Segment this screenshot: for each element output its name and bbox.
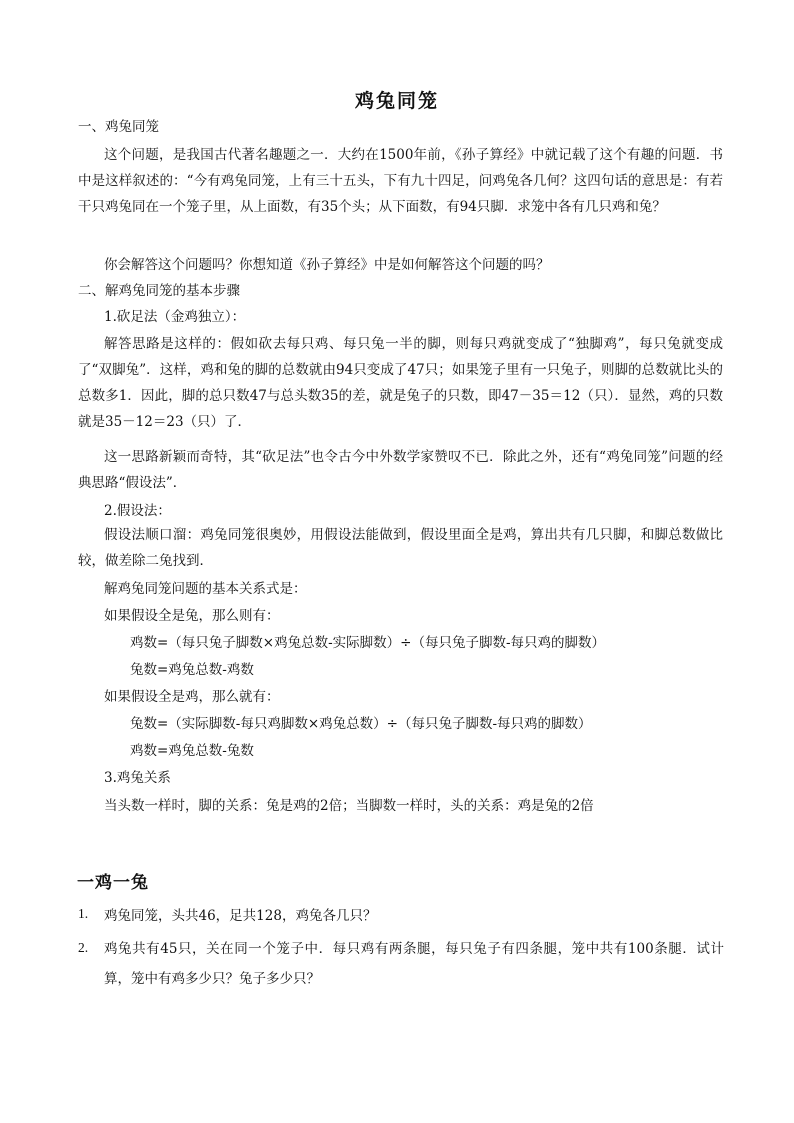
case-all-rabbit: 如果假设全是兔，那么则有： xyxy=(104,608,280,624)
formula-chicken-count-1: 鸡数=（每只兔子脚数×鸡兔总数-实际脚数）÷（每只兔子脚数-每只鸡的脚数） xyxy=(130,635,606,651)
section-1-paragraph-1: 这个问题，是我国古代著名趣题之一．大约在1500年前，《孙子算经》中就记载了这个有趣的问题．书中是这样叙述的：“今有鸡兔同笼，上有三十五头，下有九十四足，问鸡兔各几何？这四句话的意思是：有若干只鸡兔同在一个笼子里，从上面数，有35个头；从下面数，有94只脚．求笼中各有几只鸡和兔？ xyxy=(78,147,723,215)
case-all-chicken: 如果假设全是鸡，那么就有： xyxy=(104,689,280,705)
question-text: 鸡兔共有45只，关在同一个笼子中．每只鸡有两条腿，每只兔子有四条腿，笼中共有100条腿．试计算，笼中有鸡多少只？兔子多少只？ xyxy=(104,941,724,987)
method-1-paragraph-2: 这一思路新颖而奇特，其“砍足法”也令古今中外数学家赞叹不已．除此之外，还有“鸡兔同笼”问题的经典思路“假设法”． xyxy=(78,449,723,491)
section-2-heading: 二、解鸡兔同笼的基本步骤 xyxy=(78,283,240,299)
formula-rabbit-count-1: 兔数=鸡兔总数-鸡数 xyxy=(130,662,254,678)
question-number: 1. xyxy=(78,906,89,921)
question-text: 鸡兔同笼，头共46，足共128，鸡兔各几只？ xyxy=(104,908,377,924)
method-2-paragraph-1: 假设法顺口溜：鸡兔同笼很奥妙，用假设法能做到，假设里面全是鸡，算出共有几只脚，和脚总数做比较，做差除二兔找到． xyxy=(78,527,723,569)
section-1-heading: 一、鸡兔同笼 xyxy=(78,119,159,135)
method-2-heading: 2.假设法： xyxy=(104,503,171,519)
formula-chicken-count-2: 鸡数=鸡兔总数-兔数 xyxy=(130,743,254,759)
method-1-heading: 1.砍足法（金鸡独立）： xyxy=(104,309,246,325)
method-1-paragraph-1: 解答思路是这样的：假如砍去每只鸡、每只兔一半的脚，则每只鸡就变成了“独脚鸡”，每只兔就变成了“双脚兔”．这样，鸡和兔的脚的总数就由94只变成了47只；如果笼子里有一只兔子，则脚的总数就比头的总数多1．因此，脚的总只数47与总头数35的差，就是兔子的只数，即47－35＝12（只）．显然，鸡的只数就是35－12＝23（只）了． xyxy=(78,336,723,430)
relation-intro: 解鸡兔同笼问题的基本关系式是： xyxy=(104,581,307,597)
exercise-banner: 一鸡一兔 xyxy=(77,873,149,893)
method-3-text: 当头数一样时，脚的关系：兔是鸡的2倍；当脚数一样时，头的关系：鸡是兔的2倍 xyxy=(104,798,594,814)
page-title: 鸡兔同笼 xyxy=(354,90,439,112)
section-1-paragraph-2: 你会解答这个问题吗？你想知道《孙子算经》中是如何解答这个问题的吗？ xyxy=(104,257,550,273)
method-3-heading: 3.鸡兔关系 xyxy=(104,770,171,786)
formula-rabbit-count-2: 兔数=（实际脚数-每只鸡脚数×鸡兔总数）÷（每只兔子脚数-每只鸡的脚数） xyxy=(130,716,592,732)
question-number: 2. xyxy=(78,940,89,955)
